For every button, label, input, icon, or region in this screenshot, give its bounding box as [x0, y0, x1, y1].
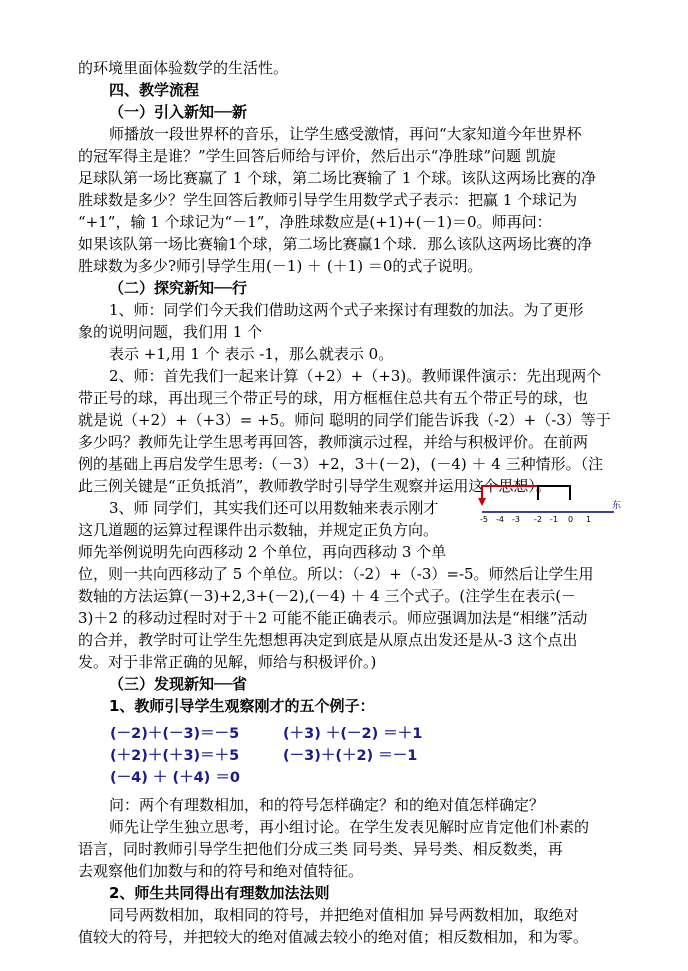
subsection-heading: （一）引入新知──新: [109, 103, 248, 121]
math-example: (＋3) ＋(－2) ＝＋1: [283, 726, 423, 742]
number-line-arrow: [478, 486, 538, 506]
text-line: 2、师：首先我们一起来计算（+2）+（+3)。教师课件演示：先出现两个: [109, 367, 602, 385]
text-line: 位，则一共向西移动了 5 个单位。所以：（-2）+（-3）=-5。师然后让学生用: [78, 565, 594, 583]
tick-label: 0: [568, 515, 574, 524]
text-line: 同号两数相加，取相同的符号，并把绝对值相加 异号两数相加，取绝对: [109, 906, 579, 924]
text-line: 如果该队第一场比赛输1个球，第二场比赛赢1个球．那么该队这两场比赛的净: [78, 235, 593, 253]
tick-label: -2: [534, 515, 542, 524]
text-line: 值较大的符号，并把较大的绝对值减去较小的绝对值；相反数相加，和为零。: [78, 928, 589, 946]
text-line: 师先举例说明先向西移动 2 个单位，再向西移动 3 个单: [78, 543, 447, 561]
number-line-diagram: [476, 478, 626, 524]
text-line: 就是说（+2）+（+3）= +5。师问 聪明的同学们能告诉我（-2）+（-3）等于: [78, 411, 611, 429]
math-example: (－4) ＋ (＋4) ＝0: [110, 770, 240, 786]
text-line: 的合并，教学时可让学生先想想再决定到底是从原点出发还是从-3 这个点出: [78, 631, 578, 649]
subsection-heading: （三）发现新知──省: [109, 675, 248, 693]
tick-label: -4: [496, 515, 504, 524]
text-line: 带正号的球，再出现三个带正号的球，用方框框住总共有五个带正号的球，也: [78, 389, 589, 407]
text-line: 的冠军得主是谁？”学生回答后师给与评价，然后出示“净胜球”问题 凯旋: [78, 147, 556, 165]
text-line: 象的说明问题，我们用 1 个: [78, 323, 263, 341]
text-line: 师先让学生独立思考，再小组讨论。在学生发表见解时应肯定他们朴素的: [109, 818, 590, 836]
section-heading: 四、教学流程: [109, 81, 200, 99]
subsection-heading: 2、师生共同得出有理数加法法则: [109, 884, 330, 902]
math-example: (－2)＋(－3)＝－5: [110, 726, 240, 742]
text-line: 的环境里面体验数学的生活性。: [78, 59, 289, 77]
text-line: 语言，同时教师引导学生把他们分成三类 同号类、异号类、相反数类，再: [78, 840, 563, 858]
text-line: 此三例关键是“正负抵消”，教师教学时引导学生观察并运用这个思想）。: [78, 477, 551, 495]
tick-label: -5: [480, 515, 488, 524]
text-line: 问：两个有理数相加，和的符号怎样确定？和的绝对值怎样确定？: [109, 796, 545, 814]
subsection-heading: 1、教师引导学生观察刚才的五个例子：: [109, 697, 375, 715]
text-line: 胜球数为多少?师引导学生用(－1) ＋ (＋1) ＝0的式子说明。: [78, 257, 483, 275]
text-line: 3)＋2 的移动过程时对于＋2 可能不能正确表示。师应强调加法是“相继”活动: [78, 609, 588, 627]
text-line: 胜球数是多少？学生回答后教师引导学生用数学式子表示：把赢 1 个球记为: [78, 191, 578, 209]
math-example: (＋2)＋(＋3)＝＋5: [110, 748, 240, 764]
text-line: 这几道题的运算过程课件出示数轴，并规定正负方向。: [78, 521, 439, 539]
text-line: 足球队第一场比赛赢了 1 个球，第二场比赛输了 1 个球。该队这两场比赛的净: [78, 169, 597, 187]
number-line-bracket: [538, 486, 570, 500]
math-example: (－3)＋(＋2) ＝－1: [283, 748, 418, 764]
text-line: “+1”，输 1 个球记为“－1”，净胜球数应是(+1)+(－1)＝0。师再问：: [78, 213, 552, 231]
tick-label: -3: [512, 515, 520, 524]
text-line: 去观察他们加数与和的符号和绝对值特征。: [78, 862, 364, 880]
text-line: 1、师：同学们今天我们借助这两个式子来探讨有理数的加法。为了更形: [109, 301, 584, 319]
tick-label: -1: [550, 515, 558, 524]
text-line: 3、师 同学们，其实我们还可以用数轴来表示刚才: [109, 499, 439, 517]
tick-label: 1: [586, 515, 592, 524]
axis-direction-label: 东: [612, 501, 622, 511]
text-line: 师播放一段世界杯的音乐，让学生感受激情，再问“大家知道今年世界杯: [109, 125, 582, 143]
text-line: 例的基础上再启发学生思考:（－3）+2，3＋(－2)，(－4) ＋ 4 三种情形。（注: [78, 455, 604, 473]
text-line: 数轴的方法运算(－3)+2,3+(－2),(－4) ＋ 4 三个式子。(注学生在表示(－: [78, 587, 577, 605]
text-line: 发。对于非常正确的见解，师给与积极评价。): [78, 653, 377, 671]
text-line: 多少吗？教师先让学生思考再回答，教师演示过程，并给与积极评价。在前两: [78, 433, 589, 451]
text-line: 表示 +1,用 1 个 表示 -1，那么就表示 0。: [109, 345, 394, 363]
subsection-heading: （二）探究新知──行: [109, 279, 248, 297]
